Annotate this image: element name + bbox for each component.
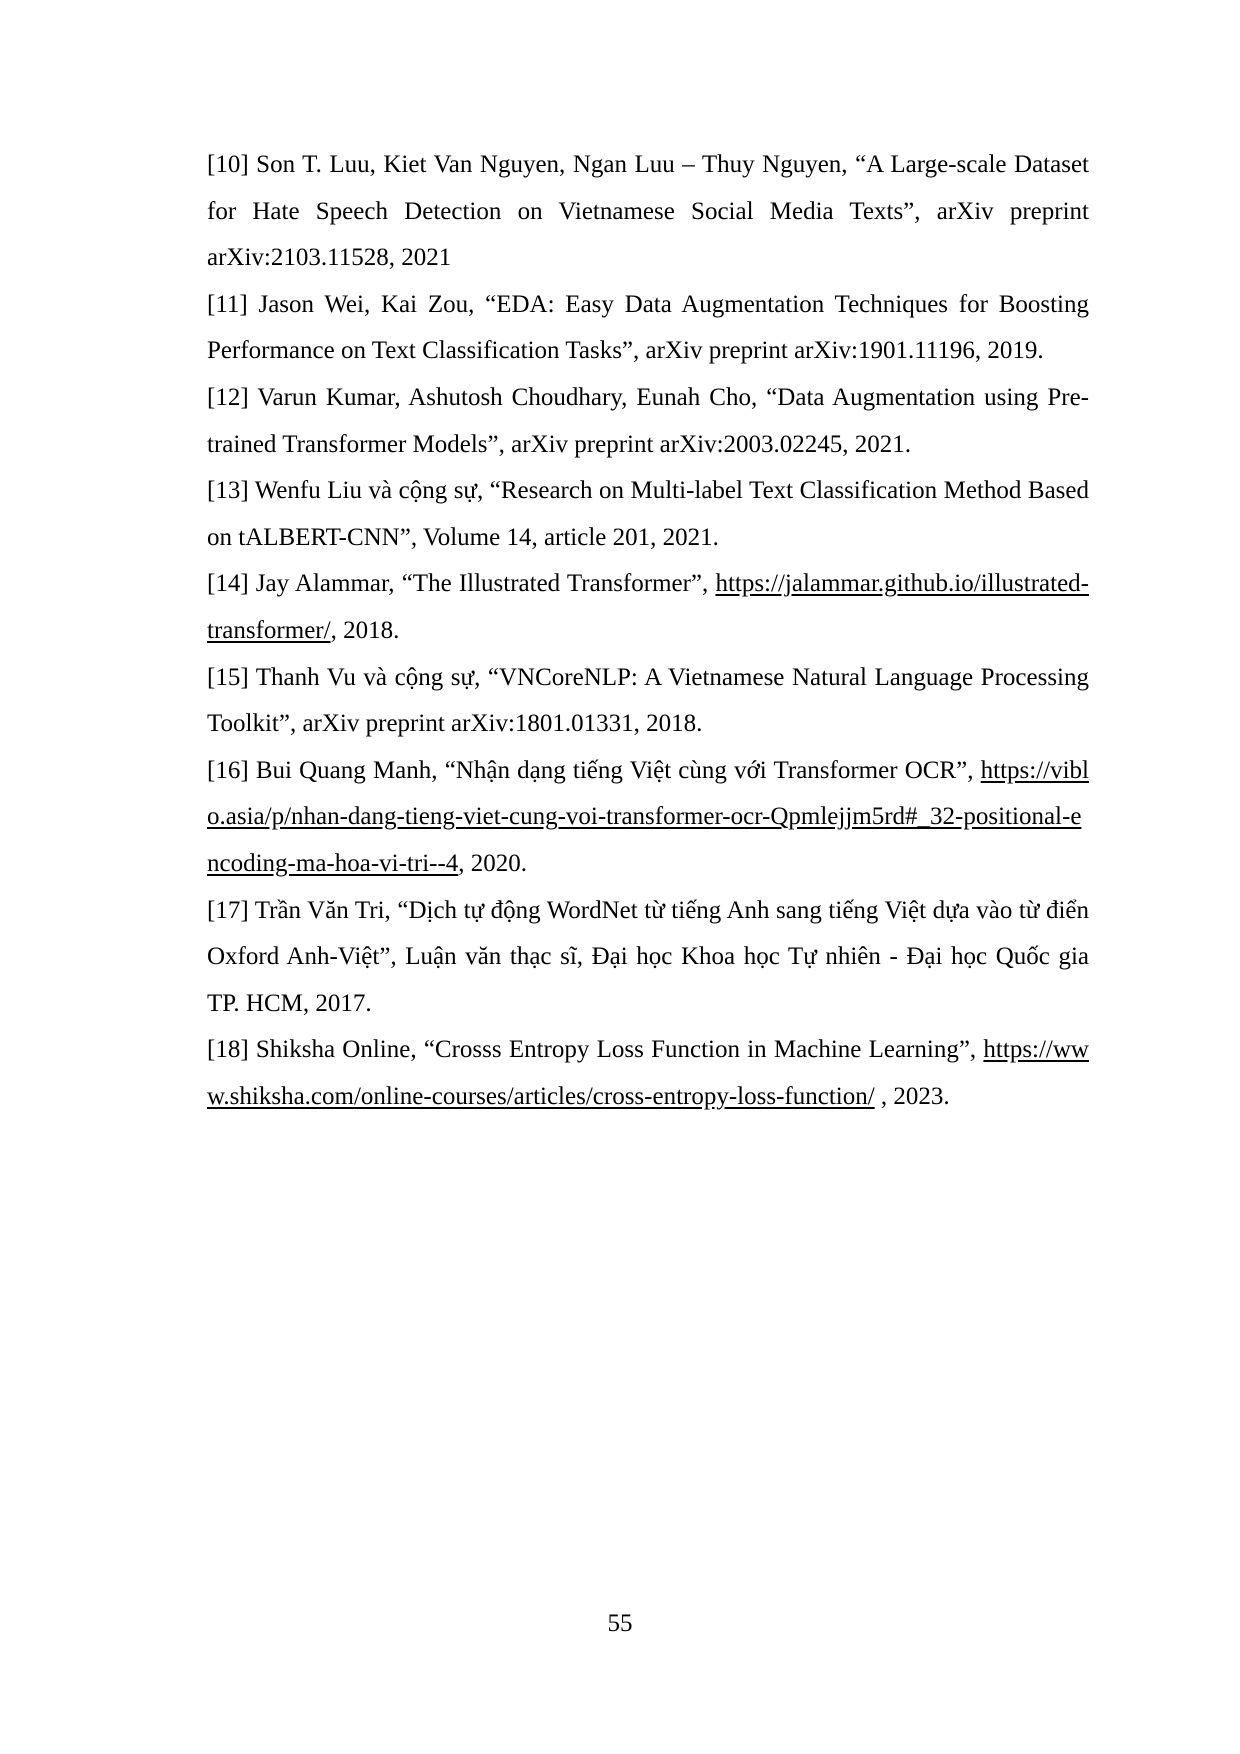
reference-text-suffix: , 2023.	[874, 1082, 950, 1110]
reference-text: [12] Varun Kumar, Ashutosh Choudhary, Eunah Cho, “Data Augmentation using Pre-trained Transformer Models”, arXiv preprint arXiv:2003.02245, 2021.	[207, 383, 1089, 458]
reference-text: [14] Jay Alammar, “The Illustrated Transformer”,	[207, 570, 716, 598]
reference-text: [16] Bui Quang Manh, “Nhận dạng tiếng Việt cùng với Transformer OCR”,	[207, 756, 981, 784]
reference-list	[207, 142, 1089, 1120]
reference-link[interactable]: https://jalammar.github.io/illustrated-transformer/	[207, 570, 1089, 644]
reference-11	[207, 282, 1089, 375]
reference-link[interactable]: https://www.shiksha.com/online-courses/articles/cross-entropy-loss-function/	[207, 1036, 1089, 1110]
reference-18	[207, 1027, 1089, 1120]
reference-text: [18] Shiksha Online, “Crosss Entropy Loss Function in Machine Learning”,	[207, 1036, 984, 1064]
reference-link[interactable]: https://viblo.asia/p/nhan-dang-tieng-viet-cung-voi-transformer-ocr-Qpmlejjm5rd#_32-positional-encoding-ma-hoa-vi-tri--4	[207, 756, 1089, 877]
reference-12	[207, 375, 1089, 468]
reference-15	[207, 655, 1089, 748]
reference-text: [17] Trần Văn Tri, “Dịch tự động WordNet từ tiếng Anh sang tiếng Việt dựa vào từ điển Oxford Anh-Việt”, Luận văn thạc sĩ, Đại học Khoa học Tự nhiên - Đại học Quốc gia TP. HCM, 2017.	[207, 896, 1089, 1017]
reference-text: [10] Son T. Luu, Kiet Van Nguyen, Ngan Luu – Thuy Nguyen, “A Large-scale Dataset for Hate Speech Detection on Vietnamese Social Media Texts”, arXiv preprint arXiv:2103.11528, 2021	[207, 151, 1089, 272]
reference-13	[207, 468, 1089, 561]
reference-text: [15] Thanh Vu và cộng sự, “VNCoreNLP: A Vietnamese Natural Language Processing Toolkit”, arXiv preprint arXiv:1801.01331, 2018.	[207, 663, 1089, 738]
reference-text: [11] Jason Wei, Kai Zou, “EDA: Easy Data Augmentation Techniques for Boosting Performance on Text Classification Tasks”, arXiv preprint arXiv:1901.11196, 2019.	[207, 290, 1089, 365]
reference-text-suffix: , 2020.	[458, 849, 528, 877]
reference-text: [13] Wenfu Liu và cộng sự, “Research on Multi-label Text Classification Method Based on tALBERT-CNN”, Volume 14, article 201, 2021.	[207, 477, 1089, 551]
reference-14	[207, 561, 1089, 654]
page-number: 55	[607, 1610, 633, 1637]
reference-17	[207, 888, 1089, 1028]
reference-text-suffix: , 2018.	[330, 616, 400, 644]
reference-10	[207, 142, 1089, 282]
reference-16	[207, 748, 1089, 888]
